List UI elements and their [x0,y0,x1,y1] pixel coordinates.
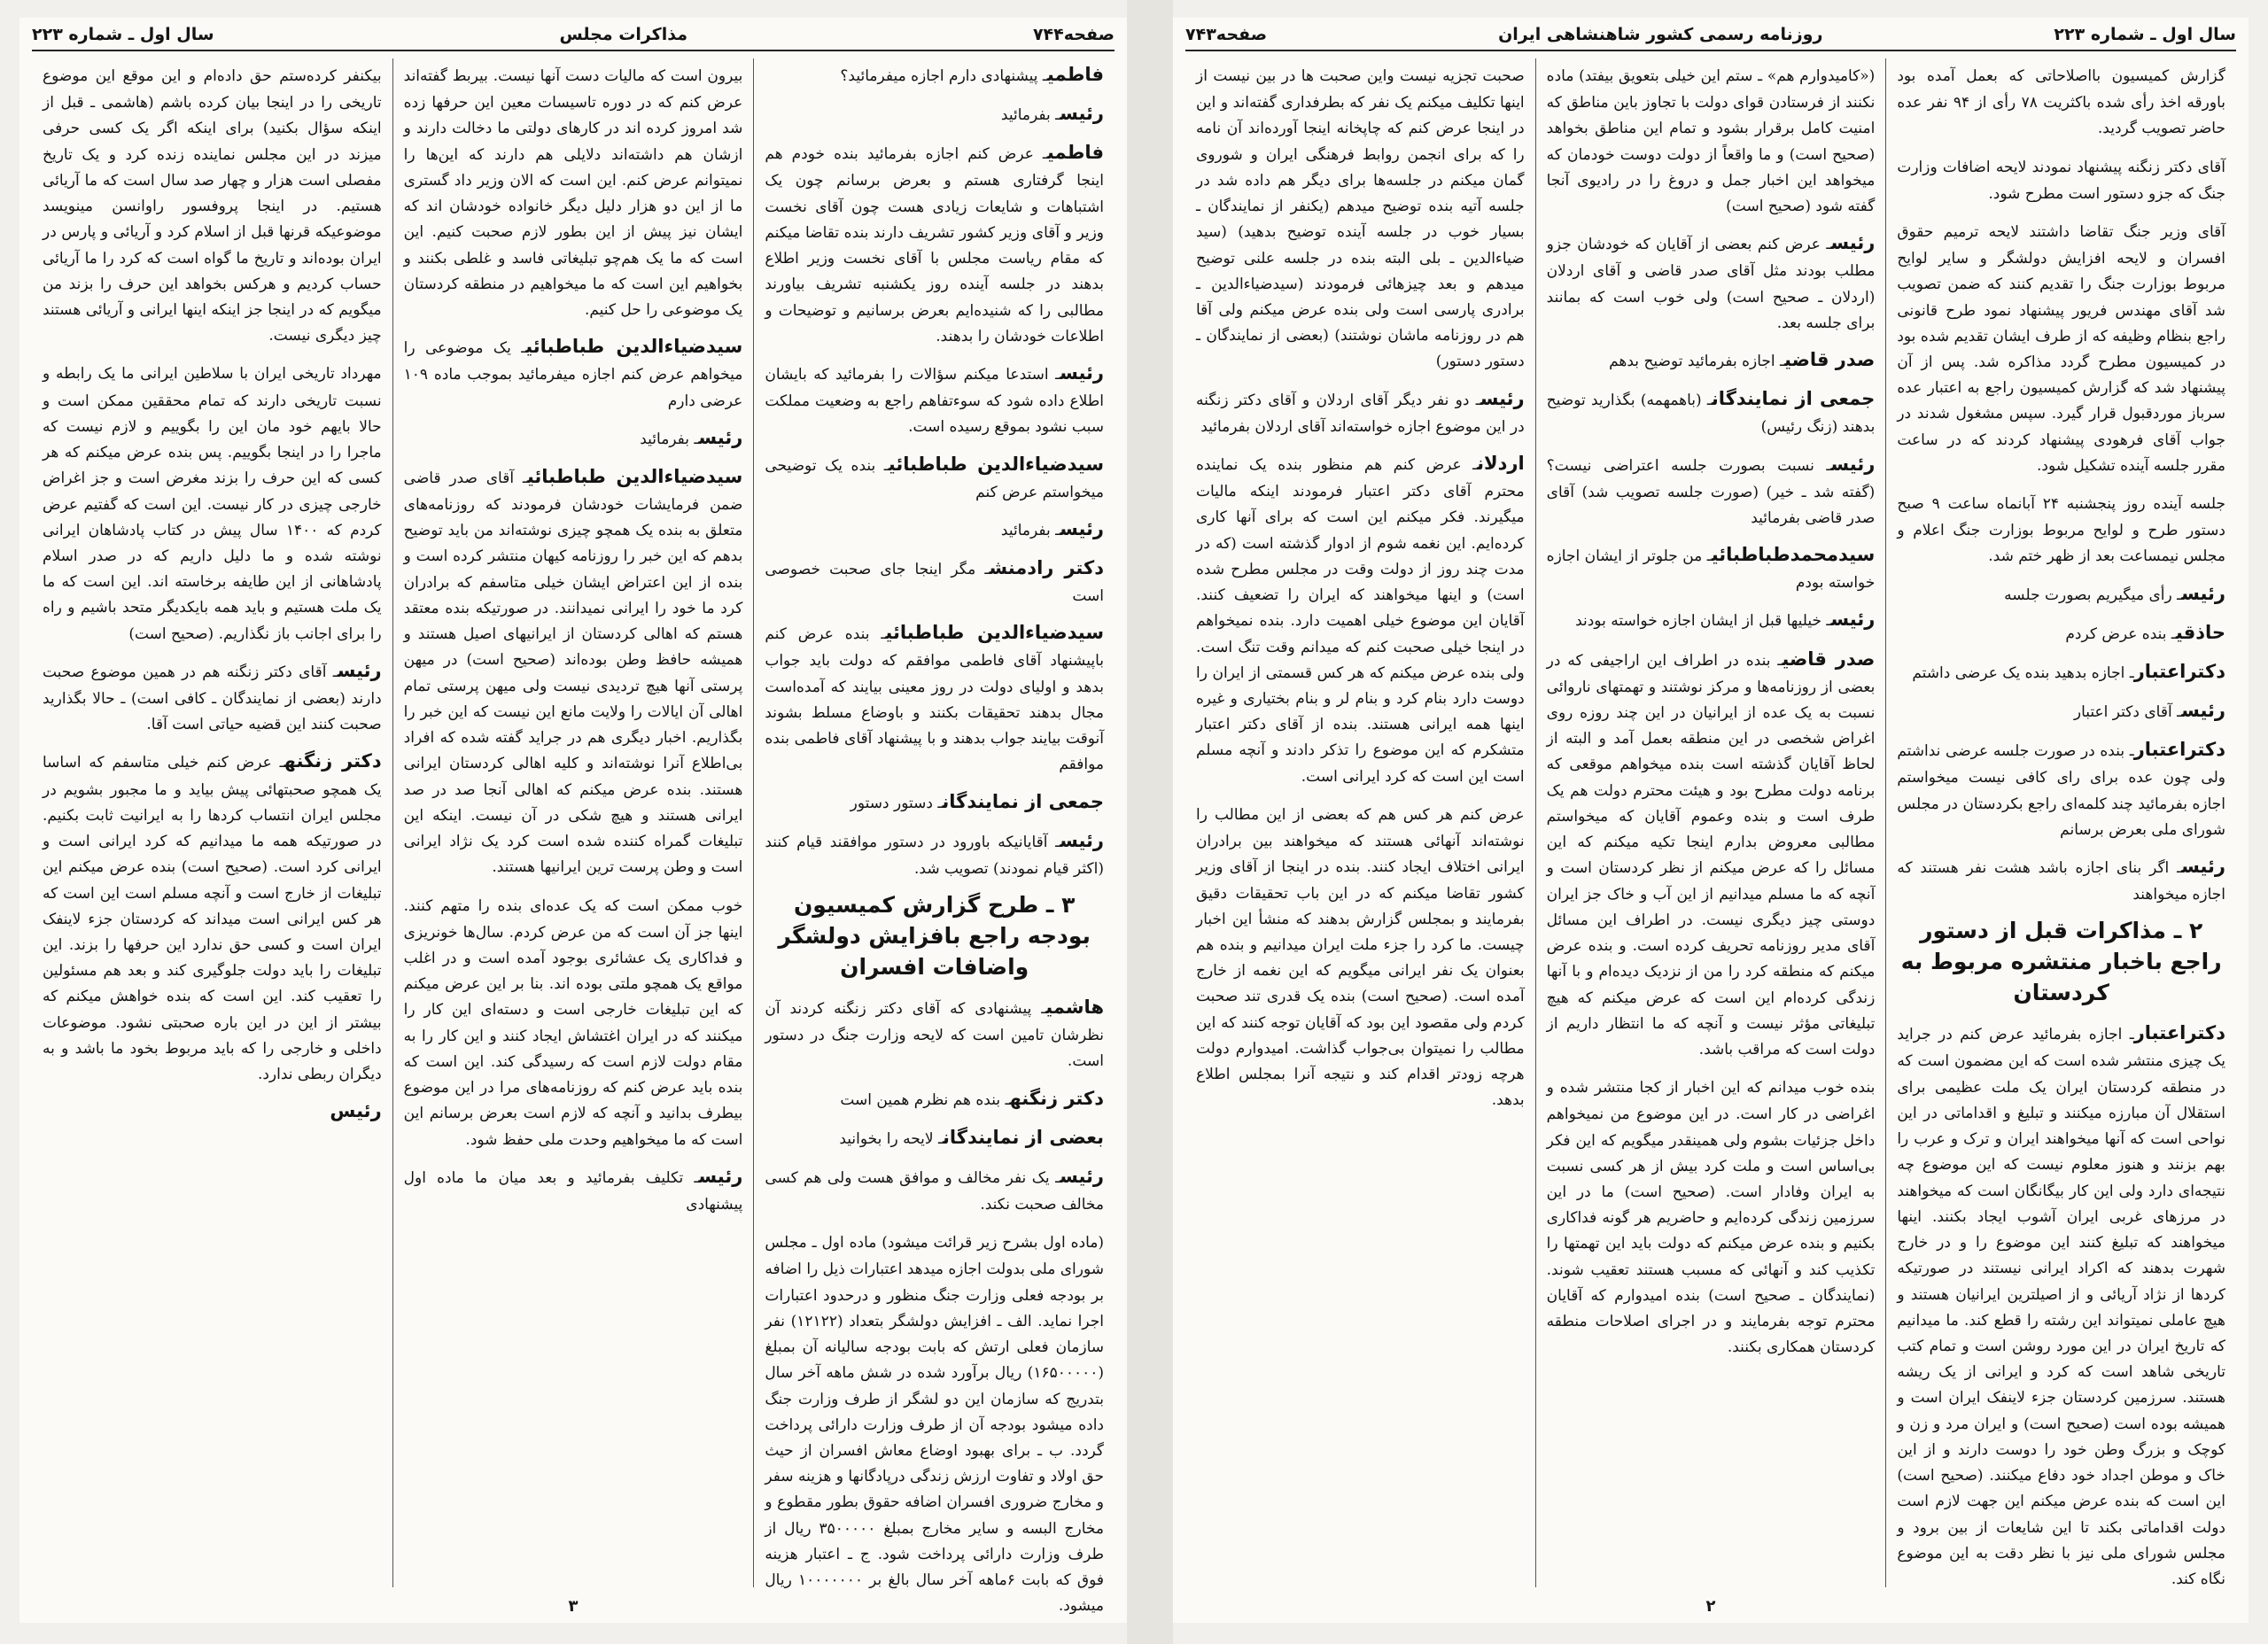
speaker-name: هاشمی [1045,996,1104,1019]
speaker-name: رئیس [337,659,382,681]
paragraph: رئیسـ آقای دکتر اعتبار [2073,700,2225,722]
page-header [32,19,1115,51]
paragraph: بیرون است که مالیات دست آنها نیست. بیربط گفته‌اند عرض کنم که در دوره تاسیسات معین این حرفها زده شد امروز کرده اند در کارهای دولتی ما دخالت دارند و ازشان هم داشته‌اند دلایلی هم دارند که این‌ها را نمیتوانم عرض کنم. این است که الان وزیر داد گستری ما از این دو هزار دلیل دیگر خانواده خودشان اند که ایشان نیز پیش از این بطور لازم صحبت کنیم. این است که ما یک هم‌چو تبلیغاتی فاسد و غلطی بکنند و بخواهیم این است که ما میخواهیم در منطقه کردستان یک موضوعی را حل کنیم. [403,67,743,319]
paragraph: رئیسـ نسبت بصورت جلسه اعتراضی نیست؟ (گفته شد ـ خیر) (صورت جلسه تصویب شد) آقای صدر قاضی بفرمائید [1546,453,1876,527]
paragraph: دکتر رادمنشـ مگر اینجا جای صحبت خصوصی است [765,557,1104,606]
section-heading: ۲ ـ مذاکرات قبل از دستور راجع باخبار منتشره مربوط به کردستان [1900,918,2222,1006]
speaker-name: صدر قاضی [1782,648,1876,670]
speaker-name: رئیس [1060,103,1104,125]
speaker-name: سیدضیاءالدین طباطبائی [888,453,1104,475]
paragraph [43,1095,382,1127]
paragraph: رئیسـ یک نفر مخالف و موافق هست ولی هم کسی مخالف صحبت نکند. [765,1165,1104,1214]
speaker-name: فاطمی [1046,64,1104,85]
paragraph: جمعی از نمایندگانـ دستور دستور [850,790,1104,812]
text-column-2 [1535,58,1886,1587]
paragraph: بیکنفر کرده‌ستم حق داده‌ام و این موقع این موضوع تاریخی را در اینجا بیان کرده باشم (هاشمی ـ قبل از اینکه سؤال بکنید) برای اینکه اگر یک کسی حرفی میزند در این مجلس نماینده زنده کرد و یک تاریخ مفصلی است هزار و چهار صد سال است که ما آریائی هستیم. در اینجا پروفسور راوانسن مینویسد موضوعیکه قرنها قبل از اسلام کرد و آریائی و پارس در ایران بوده‌اند و تاریخ ما گواه است که کرد را ما آریائی حساب کردیم و هرکس بخواهد این حرف را بزند من میگویم که در اینجا جز اینکه اینها ایرانی و آریائی هستند چیز دیگری نیست. [42,67,382,345]
speaker-name: رئیس [2181,855,2225,877]
paragraph: رئیسـ بفرمائید [1000,517,1104,539]
paragraph: سیدضیاءالدین طباطبائیـ بنده یک توضیحی میخواستم عرض کنم [765,453,1104,501]
speaker-name: حاذقی [2175,621,2225,643]
paragraph: اردلانـ عرض کنم هم منظور بنده یک نماینده محترم آقای دکتر اعتبار فرمودند اینکه مالیات میگیرند. فکر میکنم این است که برای آنها کاری کرده‌ایم. این نغمه شوم از ادوار گذشته است (که در مدت چند روز از دولت وقت در مجلس مطرح شده است) و اینها میخواهند که ایران را تضعیف کنند. آقایان این موضوع خیلی اهمیت دارد. بنده نمیخواهم در اینجا خیلی صحبت کنم که میدانم وقت تنگ است. ولی بنده عرض میکنم که هر کس قسمتی از ایران را دوست دارد بنام کرد و بنام لر و بنام بختیاری و غیره اینها همه ایرانی هستند. بنده از آقای دکتر اعتبار متشکرم که این موضوع را تذکر دادند و آنچه مسلم است این است که کرد ایرانی است. [1195,453,1525,786]
page-gutter [1127,0,1173,1644]
speaker-name: سیدمحمدطباطبائی [1711,544,1876,566]
speaker-name: بعضی از نمایندگان [942,1126,1104,1148]
paragraph: سیدضیاءالدین طباطبائیـ یک موضوعی را میخواهم عرض کنم اجازه میفرمائید بموجب ماده ۱۰۹ عرضی دارم [403,336,743,410]
speaker-name: جمعی از نمایندگان [942,790,1104,812]
speaker-name: سیدضیاءالدین طباطبائی [525,336,743,358]
speaker-name: دکتر رادمنش [989,557,1104,578]
speaker-name: رئیس [2181,700,2225,722]
paragraph: فاطمیـ عرض کنم اجازه بفرمائید بنده خودم هم اینجا گرفتاری هستم و بعرض برسانم چون یک اشتباهات و شایعات زیادی هست چون آقای نخست وزیر و آقای وزیر کشور تشریف دارند بنده تقاضا میکنم که مقام ریاست مجلس با آقای نخست وزیر اطلاع بدهند در جلسه آینده روز یکشنبه تشریف بیاورند مطالبی را که شنیده‌ایم بعرض برسانیم و توضیحات و اطلاعات خودشان را بدهند. [765,142,1104,345]
speaker-name: رئیس [330,1100,382,1122]
speaker-name: رئیس [1830,232,1876,254]
page-743 [1173,18,2249,1623]
speaker-name: رئیس [1060,1165,1104,1187]
paragraph: هاشمیـ پیشنهادی که آقای دکتر زنگنه کردند آن نظرشان تامین است که لایحه وزارت جنگ در دستور است. [765,996,1104,1071]
header-section-title: مذاکرات مجلس [559,25,687,44]
paragraph: جلسه آینده روز پنجشنبه ۲۴ آبانماه ساعت ۹ صبح دستور طرح و لوایح مربوط بوزارت جنگ اعلام و مجلس نیمساعت بعد از ظهر ختم شد. [1897,495,2225,566]
paragraph: دکتراعتبارـ بنده در صورت جلسه عرضی نداشتم ولی چون عده برای رای کافی نیست میخواستم اجازه بفرمائید چند کلمه‌ای راجع بکردستان در مجلس شورای ملی بعرض برسانم [1897,739,2225,839]
paragraph: صحبت تجزیه نیست واین صحبت ها در بین نیست از اینها تکلیف میکنم یک نفر که بطرفداری گفته‌اند و این در اینجا عرض کنم که چاپخانه اینجا آورده‌اند آن نامه را که برای انجمن روابط فرهنگی ایران و شوروی گمان میکنم در جلسه‌ها برای دیگر هم داده شد در جلسه آتیه بنده توضیح میدهم (یکنفر از نمایندگان ـ بسیار خوب در جلسه آینده توضیح بدهید) (سید ضیاءالدین ـ بلی البته بنده در جلسه علنی توضیح میدهم و بعد چیزهائی فرمودند (سیدضیاءالدین ـ برادری پارسی است ولی بنده عرض میکنم ولی آقا هم در روزنامه ماشان نوشتند) (بعضی از نمایندگان ـ دستور دستور) [1195,67,1525,371]
speaker-name: فاطمی [1046,142,1104,164]
speaker-name: رئیس [1060,517,1104,539]
paragraph: رئیسـ تکلیف بفرمائید و بعد میان ما ماده اول پیشنهادی [403,1165,743,1214]
paragraph: دکتراعتبارـ اجازه بدهید بنده یک عرضی داشتم [1912,660,2225,682]
paragraph: رئیسـ بفرمائید [640,426,743,448]
header-issue: سال اول ـ شماره ۲۲۳ [2054,25,2236,44]
paragraph: سیدمحمدطباطبائیـ من جلوتر از ایشان اجازه خواسته بودم [1546,544,1876,593]
speaker-name: دکتر زنگنه [284,750,382,772]
paragraph: رئیسـ دو نفر دیگر آقای اردلان و آقای دکتر زنگنه در این موضوع اجازه خواسته‌اند آقای اردلان بفرمائید [1195,387,1525,436]
paragraph: صدر قاضیـ بنده در اطراف این اراجیفی که در بعضی از روزنامه‌ها و مرکز نوشتند و تهمتهای ناروائی نسبت به یک عده از ایرانیان در این چند روزه روی اغراض شخصی در این منطقه بعمل آمد و البته از لحاظ آقایان گذشته است بنده میخواهم موقعی که برنامه دولت مطرح بود و هیئت محترم دولت هم یک طرف است و بنده وعموم آقایان که میخواستم مطالبی معروض بدارم اینجا تکیه میکنم که این مسائل را که عرض میکنم از نظر کردستان است و آنچه که ما مسلم میدانیم از این آب و خاک جز ایران دوستی چیز دیگری نیست. در اطراف این مسائل آقای مدیر روزنامه تحریف کرده است. و بنده عرض میکنم که منطقه کرد را من از نزدیک دیده‌ام و با آنها زندگی کرده‌ام این است که عرض میکنم که هیچ تبلیغاتی مؤثر نیست و آنچه که ما انتظار داریم از دولت است که مراقب باشد. [1546,648,1876,1059]
page-header [1185,19,2236,51]
text-columns [32,58,1115,1616]
page-744 [19,18,1127,1623]
text-column-3 [1185,58,1535,1587]
paragraph: دکتر زنگنهـ بنده هم نظرم همین است [840,1087,1104,1109]
paragraph: آقای وزیر جنگ تقاضا داشتند لایحه ترمیم حقوق افسران و لایحه افزایش دولشگر و سایر لوایح مربوط بوزارت جنگ را تقدیم کنند که ضمن تصویب شد آقای مهندس فریور پیشنهاد نمود طرح قانونی راجع بنظام وظیفه که از طرف ایشان تقدیم شده بود در کمیسیون مطرح گردد مذاکره شد. پس از آن پیشنهاد شد که گزارش کمیسیون راجع به اعتبار عده سرباز موردقبول قرار گیرد. سپس مشغول شدند در جواب آقای فرهودی پیشنهاد کردند که در ساعت مقرر جلسه آینده تشکیل شود. [1897,222,2225,475]
paragraph: آقای دکتر زنگنه پیشنهاد نمودند لایحه اضافات وزارت جنگ که جزو دستور است مطرح شود. [1897,158,2225,203]
paragraph: صدر قاضیـ اجازه بفرمائید توضیح بدهم [1609,349,1876,371]
paragraph: رئیسـ عرض کنم بعضی از آقایان که خودشان جزو مطلب بودند مثل آقای صدر قاضی و آقای اردلان (اردلان ـ صحیح است) ولی خوب است که بمانند برای جلسه بعد. [1546,232,1876,332]
paragraph: رئیسـ بفرمائید [1000,103,1104,125]
paragraph: جمعی از نمایندگانـ (باهمهمه) بگذارید توضیح بدهند (زنگ رئیس) [1546,388,1876,437]
paragraph: عرض کنم هر کس هم که بعضی از این مطالب را نوشته‌اند آنهائی هستند که میخواهند بین برادران ایرانی اختلاف ایجاد کنند. بنده در اینجا از آقای وزیر کشور تقاضا میکنم که در این باب تحقیقات دقیق بفرمایند و بمجلس گزارش بدهند که منشأ این اخبار چیست. ما کرد را جزء ملت ایران میدانیم و بنده هم بعنوان یک نفر ایرانی میگویم که این نغمه از خارج آمده است. (صحیح است) بنده یک قدری تند صحبت کردم ولی مقصود این بود که آقایان توجه کنند که این مطالب را نمیتوان بی‌جواب گذاشت. امیدوارم دولت هرچه زودتر اقدام کند و نتیجه آنرا بمجلس اطلاع بدهد. [1195,805,1525,1110]
paragraph: دکتر زنگنهـ عرض کنم خیلی متاسفم که اساسا یک همچو صحبتهائی پیش بیاید و ما مجبور بشویم در مجلس ایران انتساب کردها را به ایرانیت ثابت بکنیم. در صورتیکه همه ما میدانیم که کرد ایرانی است و ایرانی کرد است. (صحیح است) بنده عرض میکنم این تبلیغات از خارج است و آنچه مسلم است این است که هر کس ایرانی است میداند که کردستان جزء لاینفک ایران است و کسی حق ندارد این حرفها را بزند. این تبلیغات را باید دولت جلوگیری کند و بعد هم مسئولین را تعقیب کند. این است که بنده خواهش میکنم که بیشتر از این در این باره صحبتی نشود. موضوعات داخلی و خارجی را که باید مربوط بخود ما باشد و به دیگران ربطی ندارد. [42,750,382,1084]
section-heading: ۳ ـ طرح گزارش کمیسیون بودجه راجع بافزایش دولشگر واضافات افسران [778,892,1091,981]
paragraph: حاذقیـ بنده عرض کردم [2065,621,2225,643]
paragraph: رئیسـ آقایانیکه باورود در دستور موافقند قیام کنند (اکثر قیام نمودند) تصویب شد. [765,829,1104,878]
speaker-name: دکتراعتبار [2133,660,2225,682]
paragraph: بعضی از نمایندگانـ لایحه را بخوانید [839,1126,1104,1148]
speaker-name: رئیس [698,426,743,448]
paragraph: (ماده اول بشرح زیر قرائت میشود) ماده اول ـ مجلس شورای ملی بدولت اجازه میدهد اعتبارات ذیل را اضافه بر بودجه فعلی وزارت جنگ منظور و درحدود اعتبارات اجرا نماید. الف ـ افزایش دولشگر بتعداد (۱۲۱۲۲) نفر سازمان فعلی ارتش که بابت بودجه سالیانه آن بمبلغ (۱۶۵۰۰۰۰۰) ریال برآورد شده در شش ماهه آخر سال بتدریج که سازمان این دو لشگر از طرف وزارت جنگ داده میشود بودجه آن از طرف وزارت دارائی پرداخت گردد. ب ـ برای بهبود اوضاع معاش افسران از حیث حق اولاد و تفاوت ارزش زندگی درپادگانها و هزینه سفر و مخارج ضروری افسران اضافه حقوق بطور مقطوع و مخارج البسه و سایر مخارج بمبلغ ۳۵۰۰۰۰۰ ریال از طرف وزارت دارائی پرداخت شود. ج ـ اعتبار هزینه فوق که بابت ۶ماهه آخر سال بالغ بر ۱۰۰۰۰۰۰۰ ریال میشود. [765,1234,1105,1616]
speaker-name: رئیس [1830,453,1876,475]
text-column-1 [753,58,1115,1616]
paragraph: رئیسـ رأی میگیریم بصورت جلسه [2004,582,2225,604]
speaker-name: رئیس [1060,829,1104,851]
paragraph: رئیسـ استدعا میکنم سؤالات را بفرمائید که بایشان اطلاع داده شود که سوءتفاهم راجع به وضعیت مملکت سبب نشود بموقع رسیده است. [765,361,1104,437]
text-column-2 [392,58,754,1587]
header-issue: سال اول ـ شماره ۲۲۳ [32,25,214,44]
speaker-name: دکتراعتبار [2133,739,2225,761]
paragraph: خوب ممکن است که یک عده‌ای بنده را متهم کنند. اینها جز آن است که من عرض کردم. سال‌ها خونریزی و فداکاری یک عشائری بوجود آمده است و در اغلب مواقع یک همچو ملتی بوده اند. بنا بر این عرض میکنم که این تبلیغات خارجی است و دسته‌ای این کار را میکنند که در ایران اغتشاش ایجاد کنند و این کار را به مقام دولت لازم است که رسیدگی کند. این است که بنده باید عرض کنم که روزنامه‌های مرا در این موضوع بیطرف بدانید و آنچه که لازم است بعرض برسانم این است که ما میخواهیم وحدت ملی حفظ شود. [403,896,743,1149]
paragraph: سیدضیاءالدین طباطبائیـ بنده عرض کنم باپیشنهاد آقای فاطمی موافقم که دولت باید جواب بدهد و اولیای دولت در روز معینی بیایند که آمده‌است مجال بدهند تحقیقات بکنند و باوضاع مسلط بشوند آنوقت بیایند جواب بدهند و با پیشنهاد آقای فاطمی بنده موافقم [765,622,1104,774]
page-number: صفحه۷۴۴ [1032,25,1115,44]
text-column-3 [32,58,392,1587]
speaker-name: دکتراعتبار [2133,1022,2225,1044]
speaker-name: رئیس [2181,582,2225,604]
text-columns [1185,58,2236,1587]
folio-number: ۲ [1705,1597,1716,1616]
speaker-name: سیدضیاءالدین طباطبائی [526,465,743,487]
speaker-name: رئیس [1060,361,1104,384]
speaker-name: رئیس [698,1165,743,1187]
paragraph: دکتراعتبارـ اجازه بفرمائید عرض کنم در جراید یک چیزی منتشر شده است که این مضمون است که در منطقه کردستان ایران یک ملت عظیمی برای استقلال آن مبارزه میکنند و تبلیغ و اقداماتی در این نواحی است که آنها میخواهند ایران و ترک و عرب را بهم بزنند و هنوز معلوم نیست که این موضوع چه نتیجه‌ای دارد ولی این کار بیگانگان است که میخواهند در مرزهای غربی ایران آشوب ایجاد بکنند. اینها میخواهند که تبلیغ کنند این موضوع را و در خارج شهرت بدهند که اکراد ایرانی نیستند در صورتیکه کردها از نژاد آریائی و از اصیلترین ایرانیان هستند و هیچ عاملی نمیتواند این رشته را قطع کند. ما میدانیم که تاریخ ایران در این مورد روشن است و تمام کتب تاریخی شاهد است که کرد و ایرانی از یک ریشه هستند. سرزمین کردستان جزء لاینفک ایران است و همیشه بوده است (صحیح است) و ایران مرد و زن و کوچک و بزرگ وطن خود را دوست دارند و از این خاک و موطن اجداد خود دفاع میکنند. (صحیح است) این است که بنده عرض میکنم این جهت لازم است دولت اقداماتی بکند تا این شایعات از بین برود و مجلس شورای ملی نیز با نظر دقت به این موضوع نگاه کند. [1897,1022,2225,1589]
speaker-name: اردلان [1477,453,1525,475]
paragraph: رئیسـ اگر بنای اجازه باشد هشت نفر هستند که اجازه میخواهند [1897,855,2225,904]
header-publication-title: روزنامه رسمی کشور شاهنشاهی ایران [1498,25,1823,44]
speaker-name: صدر قاضی [1784,349,1876,371]
paragraph: گزارش کمیسیون بااصلاحاتی که بعمل آمده بود باورقه اخذ رأی شده باکثریت ۷۸ رأی از ۹۴ نفر عده حاضر تصویب گردید. [1897,67,2225,138]
text-column-1 [1885,58,2236,1587]
paragraph: سیدضیاءالدین طباطبائیـ آقای صدر قاضی ضمن فرمایشات خودشان فرمودند که روزنامه‌های متعلق به بنده یک همچو چیزی نوشته‌اند من باید توضیح بدهم که این خبر را روزنامه کیهان منتشر کرده است و بنده از این اعتراض ایشان خیلی متاسفم که برادران کرد ما خود را ایرانی نمیدانند. در صورتیکه بنده معتقد هستم که اهالی کردستان از ایرانیهای اصیل هستند و همیشه حافظ وطن بوده‌اند (صحیح است) در میهن پرستی آنها هیچ تردیدی نیست ولی میهن پرستی تمام اهالی آن ایالات را ولایت مانع این نیست که این خبر را بگذاریم. اخبار دیگری هم در جراید گفته شده که افراد بی‌اطلاع آنرا نوشته‌اند و کلیه اهالی کردستان ایرانی هستند. بنده عرض میکنم که اهالی آنجا صد در صد ایرانی هستند و هیچ شکی در آن نیست. اینکه این تبلیغات گمراه کننده شده است کرد یک نژاد ایرانی است و وطن پرست ترین ایرانیها هستند. [403,465,743,877]
speaker-name: سیدضیاءالدین طباطبائی [885,622,1104,644]
speaker-name: رئیس [1830,609,1876,631]
speaker-name: جمعی از نمایندگان [1711,388,1876,410]
speaker-name: دکتر زنگنه [1009,1087,1104,1109]
paragraph: رئیسـ خیلیها قبل از ایشان اجازه خواسته بودند [1575,609,1876,631]
paragraph: مهرداد تاریخی ایران با سلاطین ایرانی ما یک رابطه و نسبت تاریخی دارند که تمام محققین ممکن است و حالا بایهم خود مان این را بگوییم و لازم نیست که ماجرا را در اینجا بگوییم. پس بنده عرض میکنم که هر کسی که این حرف را بزند مغرض است و جز اغراض خارجی چیزی در کار نیست. این است که گفتیم عرض کردم که ۱۴۰۰ سال پیش در کتاب پادشاهان ایرانی نوشته شده و ما دلیل داریم که در صدر اسلام پادشاهانی از این طایفه برخاسته اند. این است که ما یک ملت هستیم و باید همه بایکدیگر متحد باشیم و راه را برای اجانب باز نگذاریم. (صحیح است) [42,365,382,643]
paragraph: بنده خوب میدانم که این اخبار از کجا منتشر شده و اغراضی در کار است. در این موضوع من نمیخواهم داخل جزئیات بشوم ولی همینقدر میگویم که این فکر بی‌اساس است و ملت کرد بیش از هر کسی نسبت به ایران وفادار است. (صحیح است) ما در این سرزمین زندگی کرده‌ایم و حاضریم هر گونه فداکاری بکنیم و بنده عرض میکنم که دولت باید این تهمتها را تکذیب کند و آنهائی که مسبب هستند تعقیب شوند. (نمایندگان ـ صحیح است) بنده امیدوارم که آقایان محترم توجه بفرمایند و در اجرای اصلاحات منطقه کردستان همکاری بکنند. [1546,1079,1876,1357]
paragraph: فاطمیـ پیشنهادی دارم اجازه میفرمائید؟ [840,64,1104,85]
page-number: صفحه۷۴۳ [1185,25,1268,44]
paragraph: («کامیدوارم هم» ـ ستم این خیلی بتعویق بیفتد) ماده نکنند از فرستادن قوای دولت با تجاوز باین مناطق که امنیت کامل برقرار بشود و تمام این مناطق بخواهد (صحیح است) و ما واقعاً از دولت دوست خودمان که میخواهد این اخبار جمل و دروغ را در رادیوی آنجا گفته شود (صحیح است) [1546,67,1876,216]
paragraph: رئیسـ آقای دکتر زنگنه هم در همین موضوع صحبت دارند (بعضی از نمایندگان ـ کافی است) ـ حالا بگذارید صحبت کنند این قضیه حیاتی است آقا. [42,659,382,734]
folio-number: ۳ [568,1597,579,1616]
speaker-name: رئیس [1480,387,1525,409]
